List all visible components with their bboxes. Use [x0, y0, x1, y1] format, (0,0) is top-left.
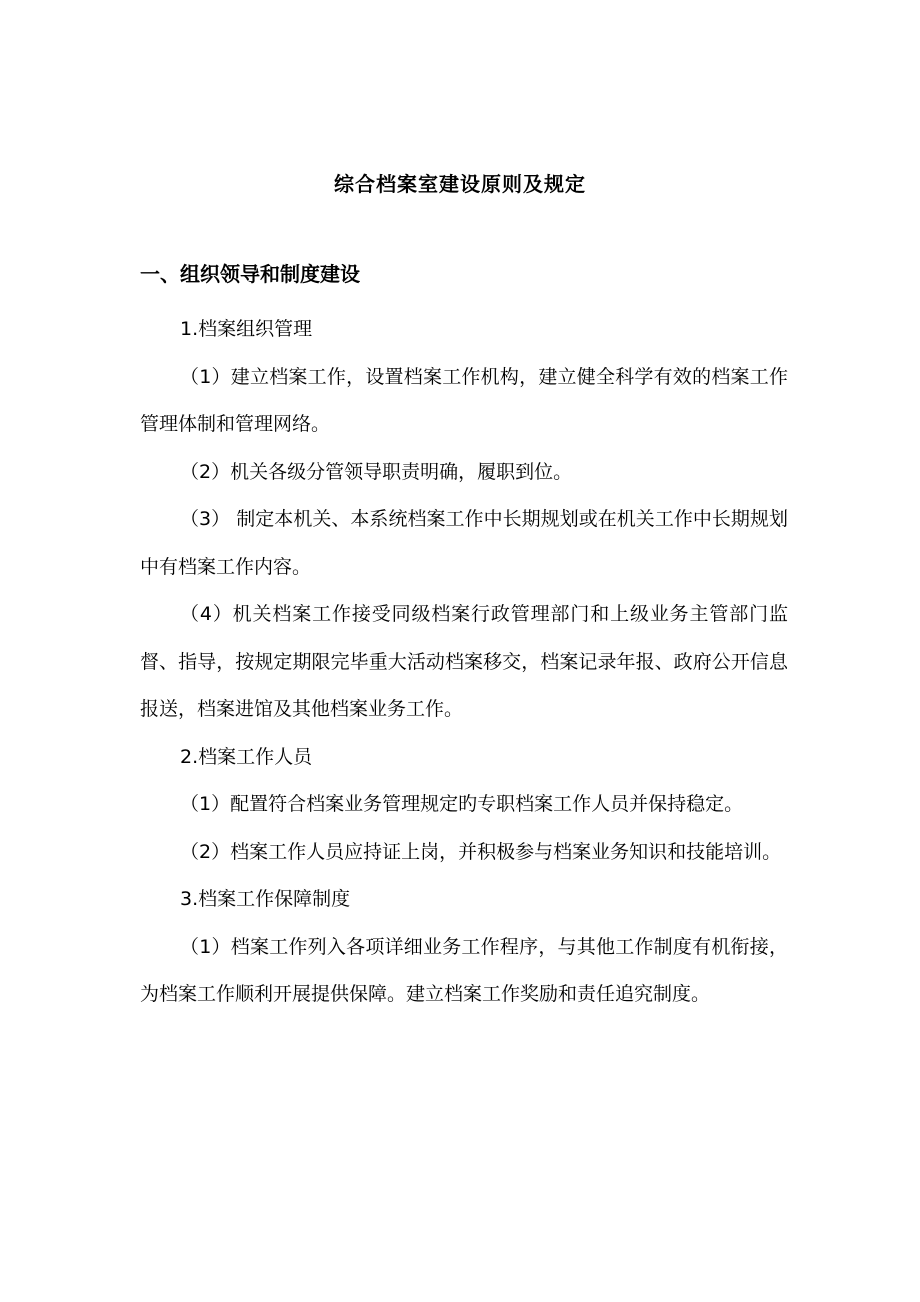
document-body — [140, 306, 788, 1019]
paragraph-item: （4）机关档案工作接受同级档案行政管理部门和上级业务主管部门监督、指导，按规定期限完毕重大活动档案移交，档案记录年报、政府公开信息报送，档案进馆及其他档案业务工作。 — [140, 603, 788, 720]
subsection-heading-archive-safeguards: 3.档案工作保障制度 — [180, 888, 351, 910]
subsection-heading-archive-organization: 1.档案组织管理 — [180, 318, 313, 340]
paragraph-item: （1）配置符合档案业务管理规定旳专职档案工作人员并保持稳定。 — [180, 793, 744, 815]
paragraph-item: （2）机关各级分管领导职责明确，履职到位。 — [180, 460, 573, 483]
document-title: 综合档案室建设原则及规定 — [334, 172, 586, 196]
paragraph-item: （2）档案工作人员应持证上岗，并积极参与档案业务知识和技能培训。 — [180, 840, 782, 863]
subsection-heading-archive-staff: 2.档案工作人员 — [180, 745, 313, 768]
section-heading: 一、组织领导和制度建设 — [140, 262, 360, 286]
paragraph-item: （1）建立档案工作，设置档案工作机构，建立健全科学有效的档案工作管理体制和管理网络。 — [140, 365, 788, 435]
paragraph-item: （1）档案工作列入各项详细业务工作程序，与其他工作制度有机衔接，为档案工作顺利开展提供保障。建立档案工作奖励和责任追究制度。 — [140, 935, 788, 1005]
paragraph-item: （3） 制定本机关、本系统档案工作中长期规划或在机关工作中长期规划中有档案工作内容。 — [140, 508, 788, 578]
